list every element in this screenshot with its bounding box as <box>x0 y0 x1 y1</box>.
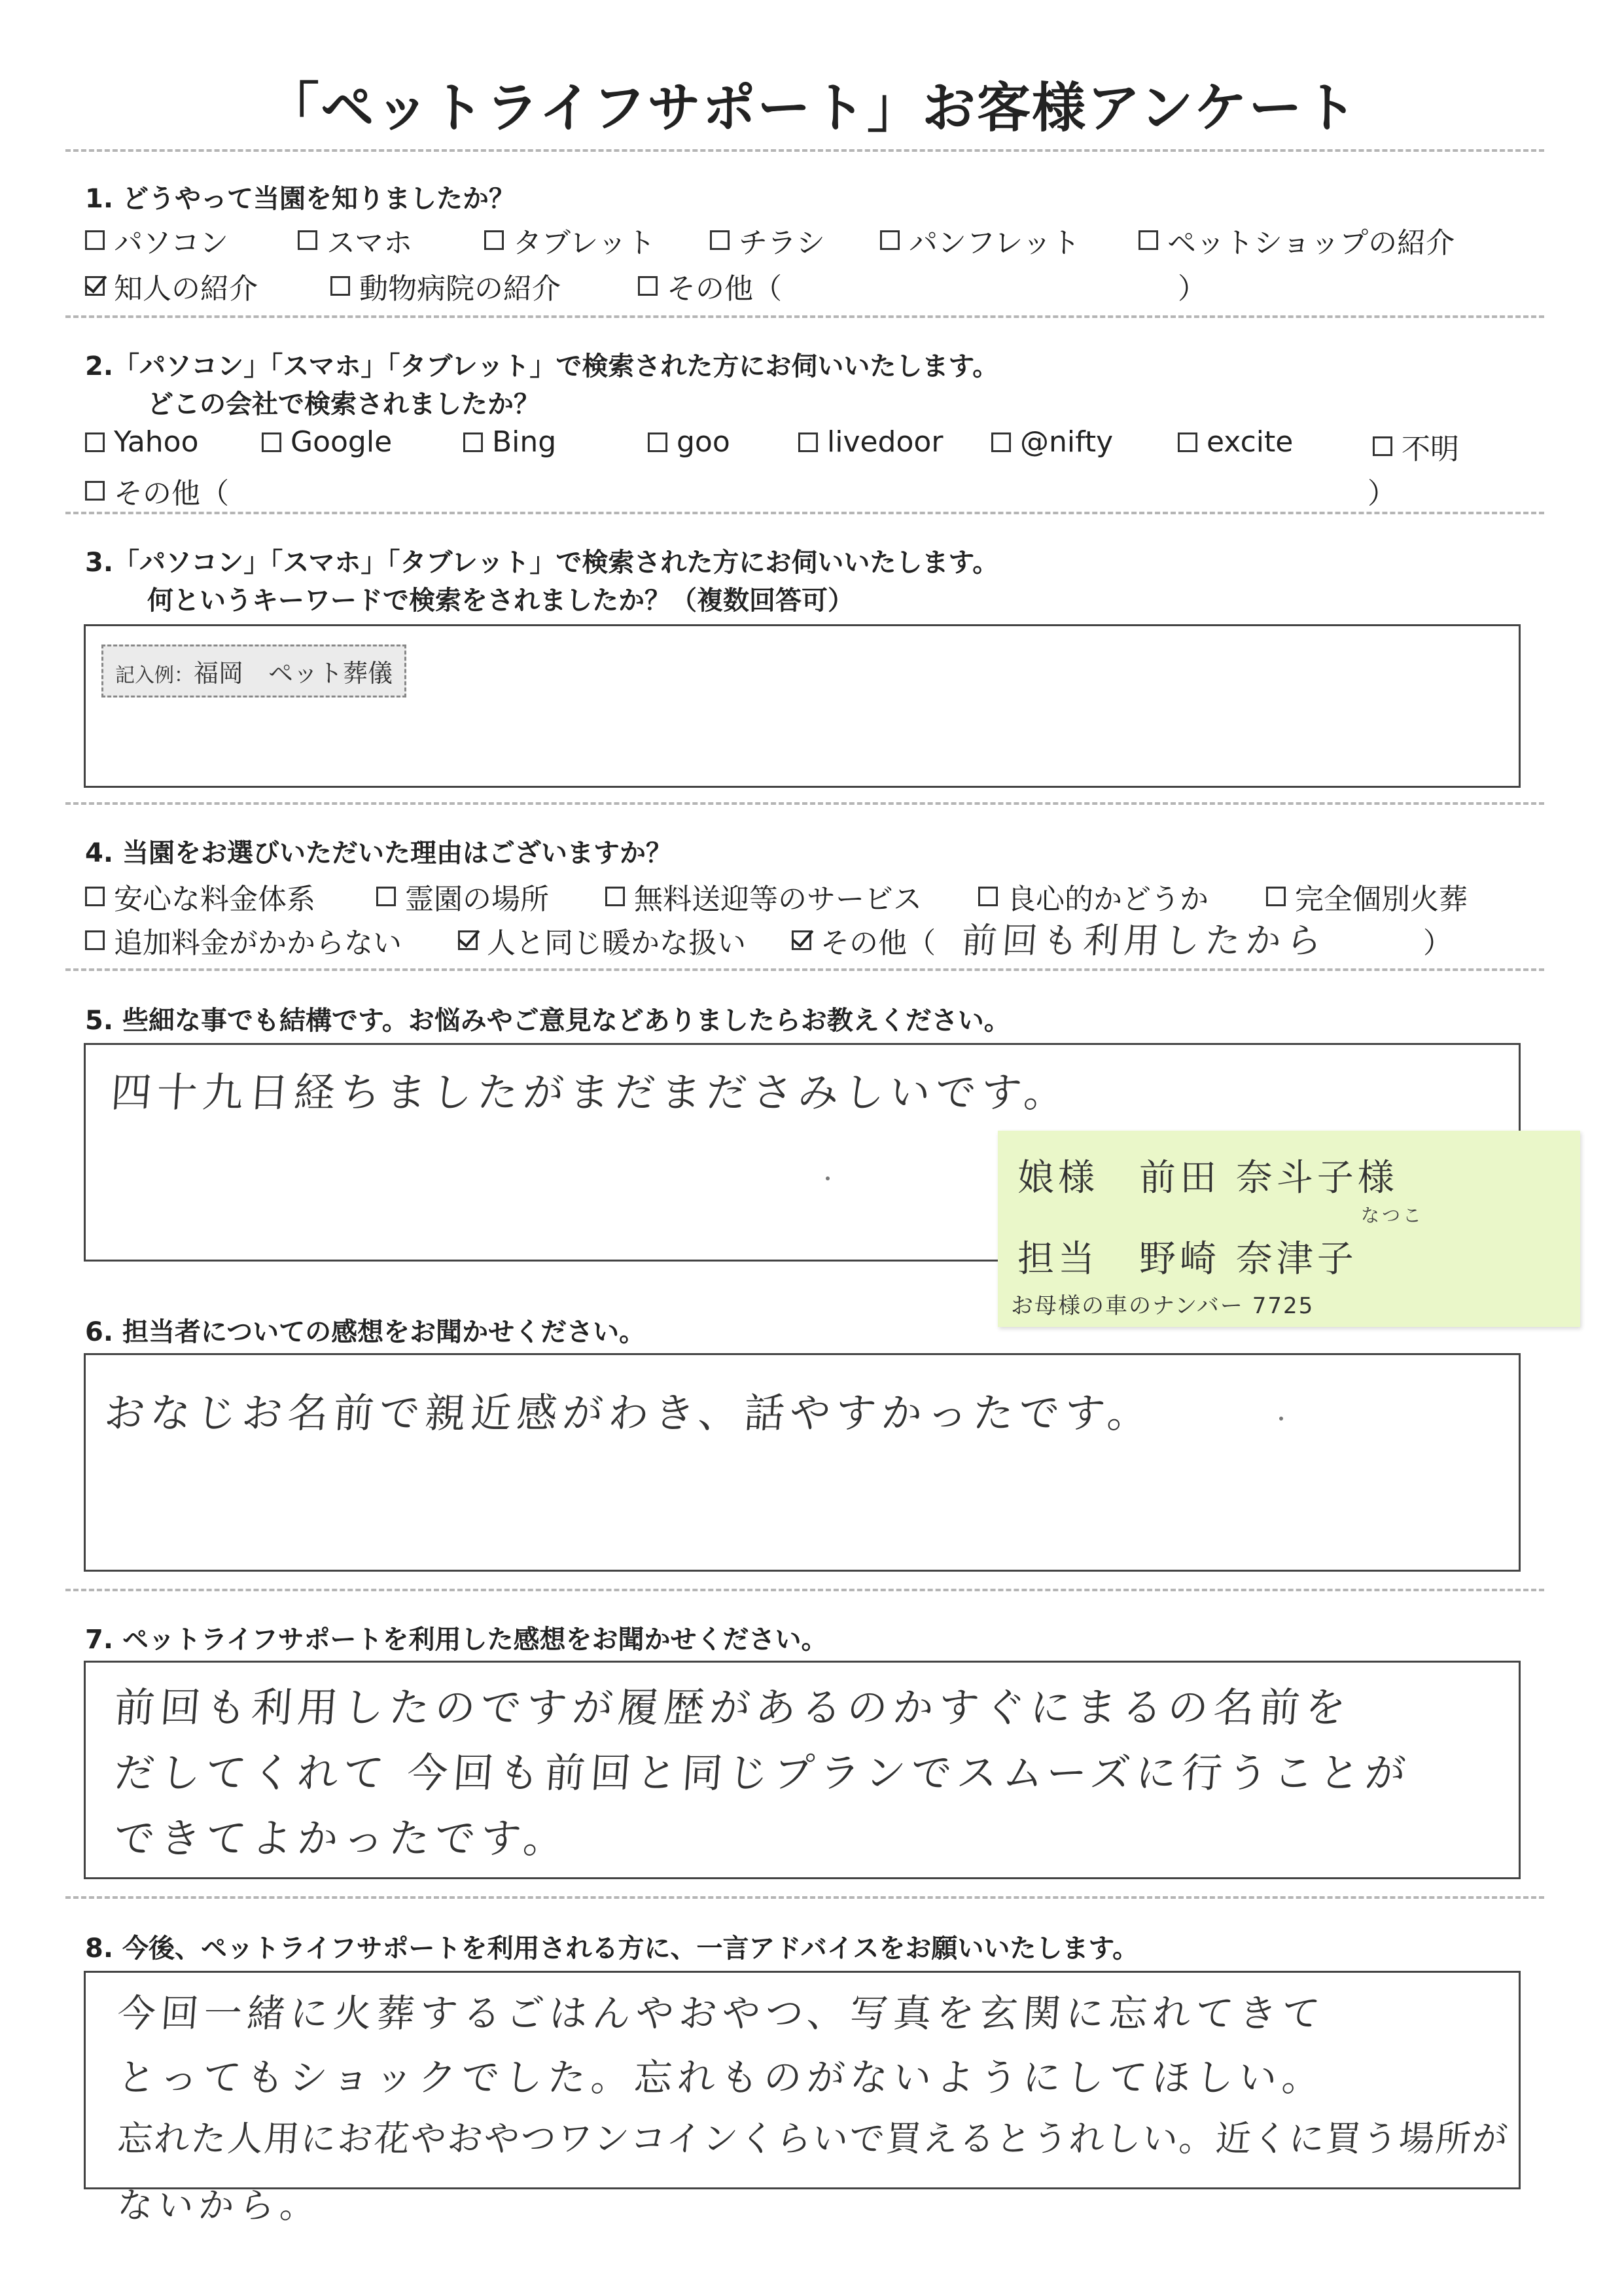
checkbox-icon <box>1373 436 1392 456</box>
checkbox-icon <box>648 433 667 452</box>
q1-option-flyer[interactable]: チラシ <box>710 219 825 261</box>
checkbox-icon <box>85 930 105 950</box>
scan-speck <box>826 1176 830 1180</box>
q2-close-paren: ） <box>1368 477 1396 510</box>
checkbox-icon <box>85 230 105 250</box>
q2-option-livedoor[interactable]: livedoor <box>798 425 943 459</box>
divider <box>65 968 1544 971</box>
checkbox-icon <box>1266 887 1286 906</box>
q4-option-other[interactable]: その他（ <box>792 919 936 961</box>
checkbox-icon <box>85 887 105 906</box>
checkbox-icon <box>262 433 281 452</box>
checkbox-icon <box>1178 433 1197 452</box>
q3-label-line2: 何というキーワードで検索をされましたか？（複数回答可） <box>147 586 854 616</box>
q2-option-google[interactable]: Google <box>262 425 392 459</box>
q2-label-line2: どこの会社で検索されましたか？ <box>147 389 540 419</box>
q6-label: 6. 担当者についての感想をお聞かせください。 <box>85 1317 646 1347</box>
scan-speck <box>1279 1417 1283 1421</box>
q8-answer-line3: 忘れた人用にお花やおやつワンコインくらいで買えるとうれしい。近くに買う場所が <box>116 2118 1511 2159</box>
q3-label-line1: 3.「パソコン」「スマホ」「タブレット」で検索された方にお伺いいたします。 <box>85 548 999 578</box>
q1-label: 1. どうやって当園を知りましたか？ <box>85 184 515 214</box>
q4-option-price[interactable]: 安心な料金体系 <box>85 875 315 917</box>
checkbox-icon <box>484 230 504 250</box>
example-text: 福岡 ペット葬儀 <box>194 659 393 688</box>
checkbox-icon <box>330 276 350 296</box>
checkbox-icon <box>298 230 317 250</box>
q7-answer-line2: だしてくれて 今回も前回と同じプランでスムーズに行うことが <box>113 1749 1413 1797</box>
q2-option-nifty[interactable]: @nifty <box>991 425 1113 459</box>
checkbox-icon <box>605 887 625 906</box>
q2-label-line1: 2.「パソコン」「スマホ」「タブレット」で検索された方にお伺いいたします。 <box>85 351 999 381</box>
sticky-line1: 娘様 前田 奈斗子様 <box>1017 1157 1398 1199</box>
checkbox-icon <box>880 230 900 250</box>
checkbox-icon <box>710 230 730 250</box>
checkbox-icon <box>85 433 105 452</box>
divider <box>65 149 1544 152</box>
checkbox-icon <box>638 276 658 296</box>
q4-other-answer: 前回も利用したから <box>960 920 1328 961</box>
sticky-line3: お母様の車のナンバー 7725 <box>1011 1293 1315 1319</box>
q1-option-vet[interactable]: 動物病院の紹介 <box>330 265 561 307</box>
q1-close-paren: ） <box>1178 272 1207 306</box>
q2-option-goo[interactable]: goo <box>648 425 730 459</box>
q2-option-unknown[interactable]: 不明 <box>1373 425 1459 467</box>
sticky-ruby: なつこ <box>1361 1205 1424 1226</box>
q1-option-petshop[interactable]: ペットショップの紹介 <box>1139 219 1455 261</box>
q4-label: 4. 当園をお選びいただいた理由はございますか？ <box>85 838 672 868</box>
q4-option-warm-treatment[interactable]: 人と同じ暖かな扱い <box>458 919 746 961</box>
q5-answer: 四十九日経ちましたがまだまださみしいです。 <box>109 1069 1072 1116</box>
q4-option-individual-cremation[interactable]: 完全個別火葬 <box>1266 875 1468 917</box>
checkbox-icon <box>463 433 483 452</box>
q2-option-other[interactable]: その他（ <box>85 470 229 512</box>
checkbox-checked-icon <box>792 930 811 950</box>
q1-option-pc[interactable]: パソコン <box>85 219 228 261</box>
q1-option-other[interactable]: その他（ <box>638 265 782 307</box>
q7-answer-line1: 前回も利用したのですが履歴があるのかすぐにまるの名前を <box>113 1684 1353 1731</box>
checkbox-icon <box>1139 230 1158 250</box>
divider <box>65 1589 1544 1591</box>
q8-label: 8. 今後、ペットライフサポートを利用される方に、一言アドバイスをお願いいたします。 <box>85 1934 1139 1964</box>
divider <box>65 315 1544 318</box>
q4-option-pickup[interactable]: 無料送迎等のサービス <box>605 875 922 917</box>
checkbox-checked-icon <box>458 930 478 950</box>
divider <box>65 802 1544 805</box>
checkbox-icon <box>978 887 998 906</box>
q1-option-pamphlet[interactable]: パンフレット <box>880 219 1080 261</box>
q3-example <box>101 645 406 698</box>
page-title: 「ペットライフサポート」お客様アンケート <box>265 77 1359 139</box>
q8-answer-line1: 今回一緒に火葬するごはんやおやつ、写真を玄関に忘れてきて <box>116 1991 1327 2036</box>
q2-option-excite[interactable]: excite <box>1178 425 1293 459</box>
q4-close-paren: ） <box>1423 927 1452 960</box>
q8-answer-line4: ないから。 <box>116 2185 322 2226</box>
q8-answer-line2: とってもショックでした。忘れものがないようにしてほしい。 <box>116 2055 1327 2100</box>
sticky-note <box>998 1131 1580 1327</box>
q1-option-tablet[interactable]: タブレット <box>484 219 656 261</box>
q1-option-acquaintance[interactable]: 知人の紹介 <box>85 265 258 307</box>
divider <box>65 1896 1544 1899</box>
q5-label: 5. 些細な事でも結構です。お悩みやご意見などありましたらお教えください。 <box>85 1006 1010 1036</box>
q7-label: 7. ペットライフサポートを利用した感想をお聞かせください。 <box>85 1625 828 1655</box>
q4-option-no-extra-fee[interactable]: 追加料金がかからない <box>85 919 402 961</box>
divider <box>65 512 1544 514</box>
checkbox-icon <box>798 433 818 452</box>
q2-option-bing[interactable]: Bing <box>463 425 556 459</box>
q2-option-yahoo[interactable]: Yahoo <box>85 425 199 459</box>
q7-answer-line3: できてよかったです。 <box>113 1814 571 1862</box>
q4-option-location[interactable]: 霊園の場所 <box>376 875 549 917</box>
example-prefix: 記入例： <box>115 664 194 687</box>
checkbox-checked-icon <box>85 276 105 296</box>
q1-option-smartphone[interactable]: スマホ <box>298 219 412 261</box>
checkbox-icon <box>376 887 396 906</box>
q4-option-conscientious[interactable]: 良心的かどうか <box>978 875 1209 917</box>
checkbox-icon <box>85 481 105 501</box>
checkbox-icon <box>991 433 1011 452</box>
sticky-line2: 担当 野崎 奈津子 <box>1017 1238 1358 1280</box>
q6-answer: おなじお名前で親近感がわき、話やすかったです。 <box>103 1389 1155 1437</box>
